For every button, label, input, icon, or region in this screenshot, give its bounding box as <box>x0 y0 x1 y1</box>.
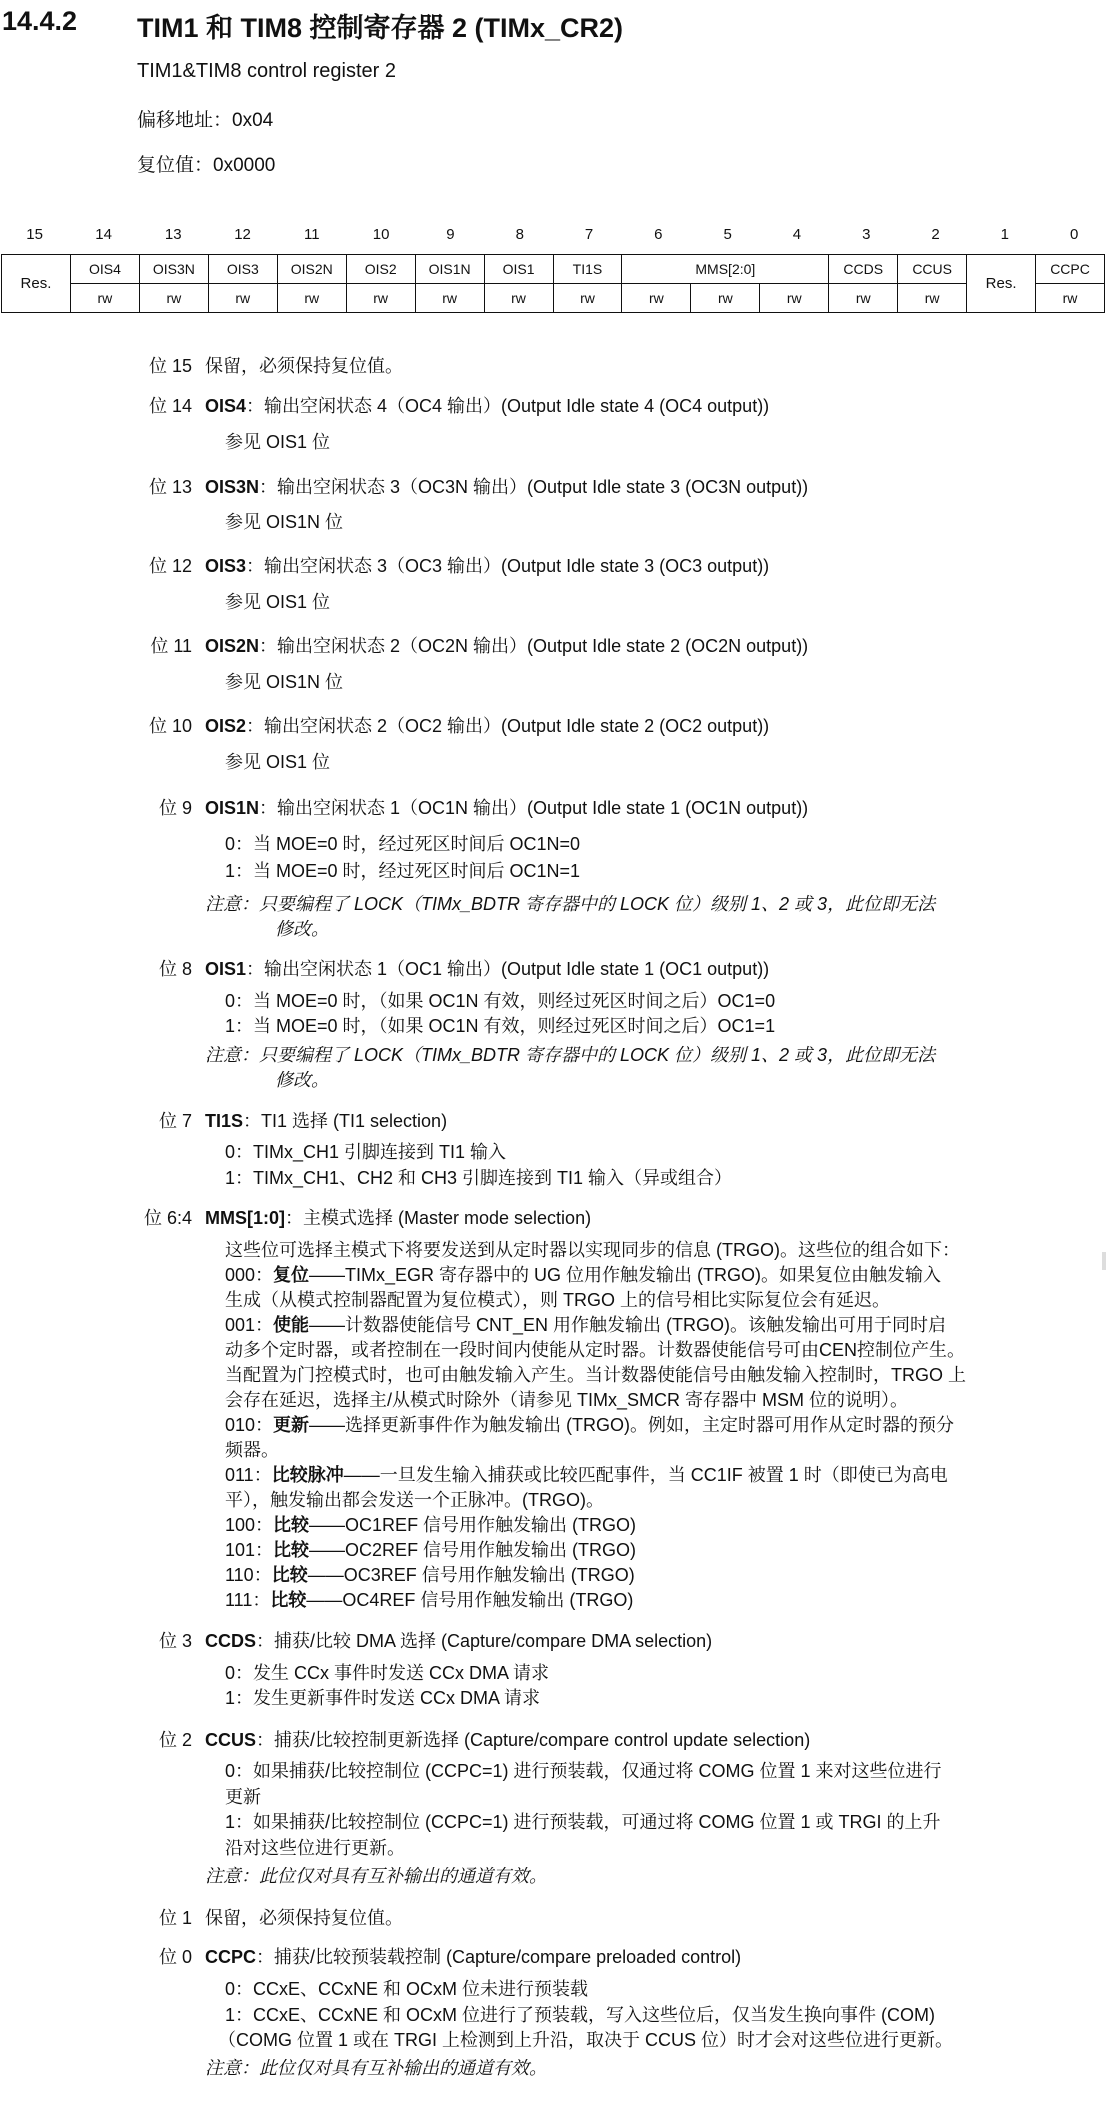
value-0: 0：如果捕获/比较控制位 (CCPC=1) 进行预装载，仅通过将 COMG 位置 1 来对这些位进行 <box>225 1761 942 1781</box>
bit-label: 位 12 <box>148 556 192 576</box>
bit-reference: 参见 OIS1 位 <box>225 752 331 772</box>
field-ois1: OIS1 <box>484 255 553 284</box>
access-cell: rw <box>553 284 622 313</box>
access-cell: rw <box>691 284 760 313</box>
option-text: ——OC1REF 信号用作触发输出 (TRGO) <box>309 1515 637 1535</box>
field-ois2: OIS2 <box>346 255 415 284</box>
field-name: OIS2N <box>205 636 260 656</box>
bit-label: 位 3 <box>158 1631 192 1651</box>
option-text: ——TIMx_EGR 寄存器中的 UG 位用作触发输出 (TRGO)。如果复位由触发输入 <box>309 1265 942 1285</box>
field-desc: ：输出空闲状态 3（OC3N 输出）(Output Idle state 3 (OC3N output)) <box>259 477 809 497</box>
field-ois3n: OIS3N <box>139 255 208 284</box>
note: 注意：只要编程了 LOCK（TIMx_BDTR 寄存器中的 LOCK 位）级别 1、2 或 3，此位即无法 <box>205 1045 936 1065</box>
bit-heading <box>205 797 808 819</box>
field-name: CCPC <box>205 1947 257 1967</box>
bit-heading <box>205 555 769 577</box>
option-text: ——OC2REF 信号用作触发输出 (TRGO) <box>309 1540 637 1560</box>
field-name: OIS1 <box>205 959 247 979</box>
option-code: 110： <box>225 1565 272 1585</box>
bit-number: 7 <box>584 226 594 243</box>
field-desc: ：输出空闲状态 4（OC4 输出）(Output Idle state 4 (OC4 output)) <box>246 396 770 416</box>
bit-number: 4 <box>792 226 802 243</box>
register-bit-table <box>1 254 1105 313</box>
bit-number: 14 <box>95 226 112 243</box>
field-name: TI1S <box>205 1111 244 1131</box>
mms-intro: 这些位可选择主模式下将要发送到从定时器以实现同步的信息 (TRGO)。这些位的组合如下： <box>225 1240 960 1260</box>
mms-option <box>225 1314 946 1336</box>
option-keyword: 比较脉冲 <box>271 1465 344 1485</box>
field-desc: ：主模式选择 (Master mode selection) <box>285 1208 592 1228</box>
field-name: CCUS <box>205 1730 257 1750</box>
bit-number: 15 <box>26 226 43 243</box>
bit-heading <box>205 1630 712 1652</box>
access-cell: rw <box>622 284 691 313</box>
register-subtitle: TIM1&TIM8 control register 2 <box>137 60 396 82</box>
mms-option <box>225 1589 633 1611</box>
value-1: 1：如果捕获/比较控制位 (CCPC=1) 进行预装载，可通过将 COMG 位置 1 或 TRGI 的上升 <box>225 1812 941 1832</box>
option-text: ——OC4REF 信号用作触发输出 (TRGO) <box>306 1590 634 1610</box>
field-name: MMS[1:0] <box>205 1208 285 1228</box>
field-ois3: OIS3 <box>208 255 277 284</box>
value-0: 0：当 MOE=0 时，（如果 OC1N 有效，则经过死区时间之后）OC1=0 <box>225 991 776 1011</box>
field-desc: ：输出空闲状态 3（OC3 输出）(Output Idle state 3 (OC3 output)) <box>246 556 770 576</box>
bit-heading <box>205 1207 591 1229</box>
option-code: 101： <box>225 1540 274 1560</box>
field-desc: ：捕获/比较控制更新选择 (Capture/compare control update selection) <box>256 1730 811 1750</box>
bit-description: 保留，必须保持复位值。 <box>205 356 403 376</box>
value-0: 0：当 MOE=0 时，经过死区时间后 OC1N=0 <box>225 834 581 854</box>
option-code: 000： <box>225 1265 274 1285</box>
bit-number: 10 <box>372 226 390 243</box>
bit-reference: 参见 OIS1 位 <box>225 592 331 612</box>
page-title: TIM1 和 TIM8 控制寄存器 2 (TIMx_CR2) <box>137 13 624 43</box>
access-cell: rw <box>415 284 484 313</box>
option-keyword: 比较 <box>271 1565 308 1585</box>
bit-number: 5 <box>723 226 732 243</box>
bit-heading <box>205 1110 447 1132</box>
bit-description: 保留，必须保持复位值。 <box>205 1908 403 1928</box>
option-text: ——选择更新事件作为触发输出 (TRGO)。例如，主定时器可用作从定时器的预分 <box>309 1415 955 1435</box>
bit-number: 9 <box>446 226 455 243</box>
field-desc: ：捕获/比较预装载控制 (Capture/compare preloaded control) <box>256 1947 742 1967</box>
field-ccds: CCDS <box>829 255 898 284</box>
option-code: 011： <box>225 1465 272 1485</box>
option-code: 100： <box>225 1515 274 1535</box>
bit-label: 位 2 <box>158 1730 192 1750</box>
option-text: ——一旦发生输入捕获或比较匹配事件，当 CC1IF 被置 1 时（即使已为高电 <box>343 1465 948 1485</box>
access-cell: rw <box>484 284 553 313</box>
bit-number: 0 <box>1069 226 1079 243</box>
bit-reference: 参见 OIS1 位 <box>225 432 331 452</box>
bit-heading <box>205 1946 741 1968</box>
field-desc: ：输出空闲状态 2（OC2 输出）(Output Idle state 2 (OC2 output)) <box>246 716 770 736</box>
field-name: OIS3 <box>205 556 247 576</box>
access-cell: rw <box>760 284 829 313</box>
reset-value: 复位值：0x0000 <box>137 155 276 176</box>
bit-reference: 参见 OIS1N 位 <box>225 672 344 692</box>
bit-number: 8 <box>515 226 524 243</box>
bit-label: 位 14 <box>148 396 192 416</box>
field-reserved: Res. <box>2 255 71 313</box>
field-name: OIS4 <box>205 396 247 416</box>
mms-option-continued: 会存在延迟，选择主/从模式时除外（请参见 TIMx_SMCR 寄存器中 MSM 位的说明）。 <box>225 1390 908 1410</box>
mms-option-continued: 频器。 <box>225 1440 279 1460</box>
access-cell: rw <box>346 284 415 313</box>
value-0: 0：CCxE、CCxNE 和 OCxM 位未进行预装载 <box>225 1979 589 1999</box>
access-cell: rw <box>208 284 277 313</box>
bit-reference: 参见 OIS1N 位 <box>225 512 344 532</box>
bit-heading <box>205 476 808 498</box>
option-keyword: 使能 <box>273 1315 310 1335</box>
access-cell: rw <box>898 284 967 313</box>
access-cell: rw <box>277 284 346 313</box>
field-name: OIS1N <box>205 798 260 818</box>
mms-option <box>225 1514 636 1536</box>
bit-label: 位 1 <box>158 1908 192 1928</box>
field-ois1n: OIS1N <box>415 255 484 284</box>
bit-number: 6 <box>654 226 663 243</box>
field-ti1s: TI1S <box>553 255 622 284</box>
field-reserved: Res. <box>967 255 1036 313</box>
bit-number: 3 <box>862 226 871 243</box>
value-0: 0：发生 CCx 事件时发送 CCx DMA 请求 <box>225 1663 550 1683</box>
field-name: CCDS <box>205 1631 257 1651</box>
bit-heading <box>205 395 769 417</box>
bit-label: 位 15 <box>148 356 192 376</box>
field-ois4: OIS4 <box>70 255 139 284</box>
option-keyword: 更新 <box>273 1415 310 1435</box>
bit-label: 位 9 <box>158 798 192 818</box>
value-1: 1：发生更新事件时发送 CCx DMA 请求 <box>225 1688 541 1708</box>
mms-option <box>225 1564 635 1586</box>
field-desc: ：输出空闲状态 1（OC1N 输出）(Output Idle state 1 (OC1N output)) <box>259 798 809 818</box>
mms-option-continued: 动多个定时器，或者控制在一段时间内使能从定时器。计数器使能信号可由CEN控制位产生。 <box>225 1340 965 1360</box>
field-desc: ：输出空闲状态 2（OC2N 输出）(Output Idle state 2 (OC2N output)) <box>259 636 809 656</box>
field-ccus: CCUS <box>898 255 967 284</box>
bit-label: 位 6:4 <box>143 1208 192 1228</box>
bit-label: 位 10 <box>148 716 192 736</box>
bit-heading <box>205 1729 810 1751</box>
value-1: 1：TIMx_CH1、CH2 和 CH3 引脚连接到 TI1 输入（异或组合） <box>225 1168 733 1188</box>
value-1-continued: （COMG 位置 1 或在 TRGI 上检测到上升沿，取决于 CCUS 位）时才会对这些位进行更新。 <box>218 2030 954 2050</box>
bit-label: 位 13 <box>148 477 192 497</box>
bit-number: 13 <box>164 226 182 243</box>
field-desc: ：输出空闲状态 1（OC1 输出）(Output Idle state 1 (OC1 output)) <box>246 959 770 979</box>
option-keyword: 比较 <box>273 1540 310 1560</box>
field-desc: ：TI1 选择 (TI1 selection) <box>243 1111 448 1131</box>
bit-number: 11 <box>304 226 320 243</box>
value-1: 1：当 MOE=0 时，经过死区时间后 OC1N=1 <box>225 861 581 881</box>
bit-heading <box>205 958 769 980</box>
offset-address: 偏移地址：0x04 <box>137 110 274 131</box>
field-desc: ：捕获/比较 DMA 选择 (Capture/compare DMA selection) <box>256 1631 713 1651</box>
option-keyword: 复位 <box>273 1265 310 1285</box>
option-text: ——计数器使能信号 CNT_EN 用作触发输出 (TRGO)。该触发输出可用于同时启 <box>309 1315 947 1335</box>
note-continued: 修改。 <box>275 919 329 939</box>
option-code: 010： <box>225 1415 274 1435</box>
value-1: 1：CCxE、CCxNE 和 OCxM 位进行了预装载，写入这些位后，仅当发生换向事件 (COM) <box>225 2005 935 2025</box>
access-cell: rw <box>139 284 208 313</box>
bit-heading <box>205 715 769 737</box>
mms-option-continued: 生成（从模式控制器配置为复位模式），则 TRGO 上的信号相比实际复位会有延迟。 <box>225 1290 890 1310</box>
note: 注意：此位仅对具有互补输出的通道有效。 <box>205 1866 547 1886</box>
value-0-continued: 更新 <box>225 1787 261 1807</box>
bit-heading <box>205 635 808 657</box>
mms-option-continued: 平），触发输出都会发送一个正脉冲。(TRGO)。 <box>225 1490 604 1510</box>
bit-label: 位 0 <box>158 1947 192 1967</box>
section-number: 14.4.2 <box>2 6 78 36</box>
mms-option <box>225 1464 948 1486</box>
field-name: OIS3N <box>205 477 260 497</box>
bit-label: 位 7 <box>158 1111 192 1131</box>
field-ois2n: OIS2N <box>277 255 346 284</box>
mms-option-continued: 当配置为门控模式时，也可由触发输入产生。当计数器使能信号由触发输入控制时，TRGO 上 <box>225 1365 966 1385</box>
mms-option <box>225 1414 954 1436</box>
value-1: 1：当 MOE=0 时，（如果 OC1N 有效，则经过死区时间之后）OC1=1 <box>225 1016 776 1036</box>
value-0: 0：TIMx_CH1 引脚连接到 TI1 输入 <box>225 1142 507 1162</box>
bit-number: 1 <box>1000 226 1009 243</box>
access-cell: rw <box>829 284 898 313</box>
value-1-continued: 沿对这些位进行更新。 <box>225 1838 405 1858</box>
option-text: ——OC3REF 信号用作触发输出 (TRGO) <box>307 1565 635 1585</box>
option-code: 001： <box>225 1315 274 1335</box>
note: 注意：只要编程了 LOCK（TIMx_BDTR 寄存器中的 LOCK 位）级别 1、2 或 3，此位即无法 <box>205 894 936 914</box>
margin-mark <box>1102 1252 1106 1270</box>
bit-label: 位 11 <box>150 636 192 656</box>
bit-label: 位 8 <box>158 959 192 979</box>
option-code: 111： <box>225 1590 271 1610</box>
field-name: OIS2 <box>205 716 247 736</box>
access-cell: rw <box>70 284 139 313</box>
note: 注意：此位仅对具有互补输出的通道有效。 <box>205 2058 547 2078</box>
bit-number: 12 <box>234 226 251 243</box>
mms-option <box>225 1264 941 1286</box>
option-keyword: 比较 <box>270 1590 307 1610</box>
bit-number: 2 <box>931 226 940 243</box>
field-ccpc: CCPC <box>1036 255 1105 284</box>
access-cell: rw <box>1036 284 1105 313</box>
note-continued: 修改。 <box>275 1070 329 1090</box>
mms-option <box>225 1539 636 1561</box>
field-mms: MMS[2:0] <box>622 255 829 284</box>
option-keyword: 比较 <box>273 1515 310 1535</box>
